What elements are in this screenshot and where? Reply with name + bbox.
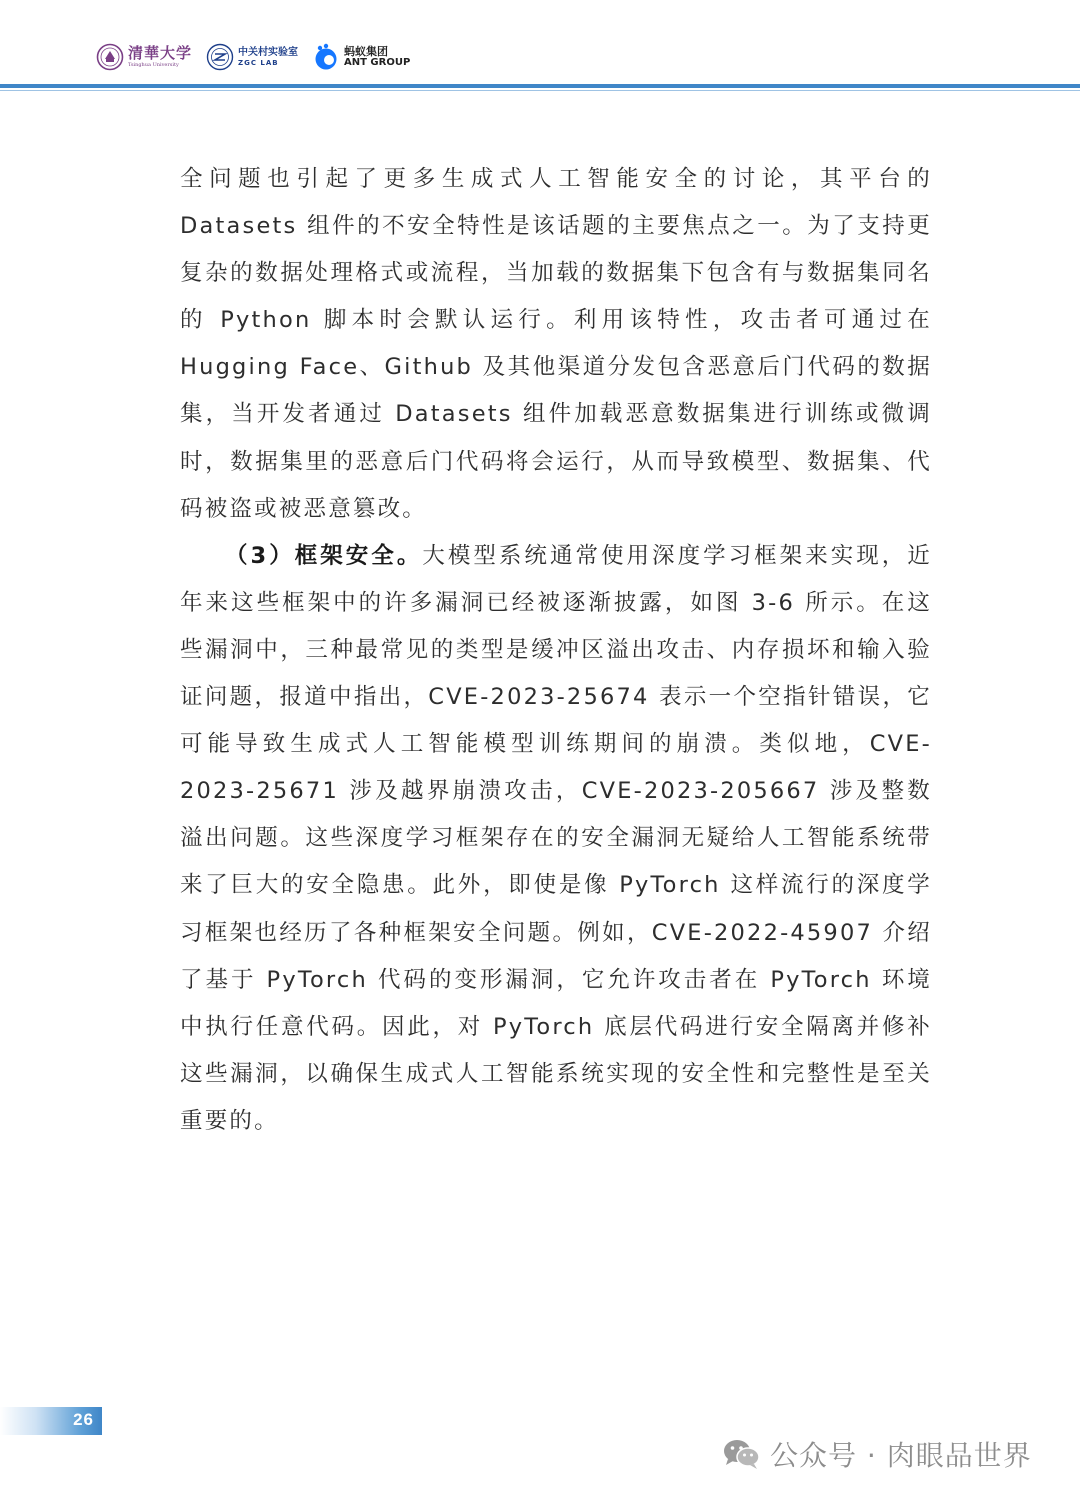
ant-group-mark-icon <box>312 43 340 71</box>
ant-group-logo-english: ANT GROUP <box>344 57 411 68</box>
section-heading: （3）框架安全。 <box>225 542 423 569</box>
paragraph-text: 大模型系统通常使用深度学习框架来实现，近年来这些框架中的许多漏洞已经被逐渐披露，如图 3-6 所示。在这些漏洞中，三种最常见的类型是缓冲区溢出攻击、内存损坏和输入验证问题，报道中指出，CVE-2023-25674 表示一个空指针错误，它可能导致生成式人工智能模型训练期间的崩溃。类似地，CVE-2023-25671 涉及越界崩溃攻击，CVE-2023-205667 涉及整数溢出问题。这些深度学习框架存在的安全漏洞无疑给人工智能系统带来了巨大的安全隐患。此外，即使是像 PyTorch 这样流行的深度学习框架也经历了各种框架安全问题。例如，CVE-2022-45907 介绍了基于 PyTorch 代码的变形漏洞，它允许攻击者在 PyTorch 环境中执行任意代码。因此，对 PyTorch 底层代码进行安全隔离并修补这些漏洞，以确保生成式人工智能系统实现的安全性和完整性是至关重要的。 <box>180 542 932 1134</box>
tsinghua-logo <box>96 43 192 71</box>
tsinghua-seal-icon <box>96 43 124 71</box>
zgc-lab-logo <box>206 43 298 71</box>
paragraph-text: 全问题也引起了更多生成式人工智能安全的讨论，其平台的 Datasets 组件的不安全特性是该话题的主要焦点之一。为了支持更复杂的数据处理格式或流程，当加载的数据集下包含有与数据集同名的 Python 脚本时会默认运行。利用该特性，攻击者可通过在 Hugging Face、Github 及其他渠道分发包含恶意后门代码的数据集，当开发者通过 Datasets 组件加载恶意数据集进行训练或微调时，数据集里的恶意后门代码将会运行，从而导致模型、数据集、代码被盗或被恶意篡改。 <box>180 166 932 522</box>
page-number: 26 <box>73 1410 94 1429</box>
wechat-icon <box>722 1437 762 1471</box>
page-number-tab <box>0 1407 102 1435</box>
body-paragraph <box>180 533 932 1145</box>
zgc-lab-logo-name: 中关村实验室 <box>238 46 299 58</box>
ant-group-logo <box>312 43 410 71</box>
tsinghua-logo-english: Tsinghua University <box>128 62 179 68</box>
watermark-text: 公众号 · 肉眼品世界 <box>770 1439 1032 1472</box>
tsinghua-logo-name: 清華大学 <box>128 44 193 62</box>
header-divider-thin <box>0 90 1080 91</box>
header-logos <box>96 40 424 74</box>
header-divider <box>0 84 1080 88</box>
zgc-lab-seal-icon <box>206 43 234 71</box>
wechat-watermark <box>722 1432 1032 1476</box>
body-paragraph <box>180 156 932 533</box>
page-header <box>0 0 1080 92</box>
ant-group-logo-name: 蚂蚁集团 <box>344 45 389 58</box>
zgc-lab-logo-english: ZGC LAB <box>238 58 279 67</box>
document-body <box>180 156 932 1145</box>
